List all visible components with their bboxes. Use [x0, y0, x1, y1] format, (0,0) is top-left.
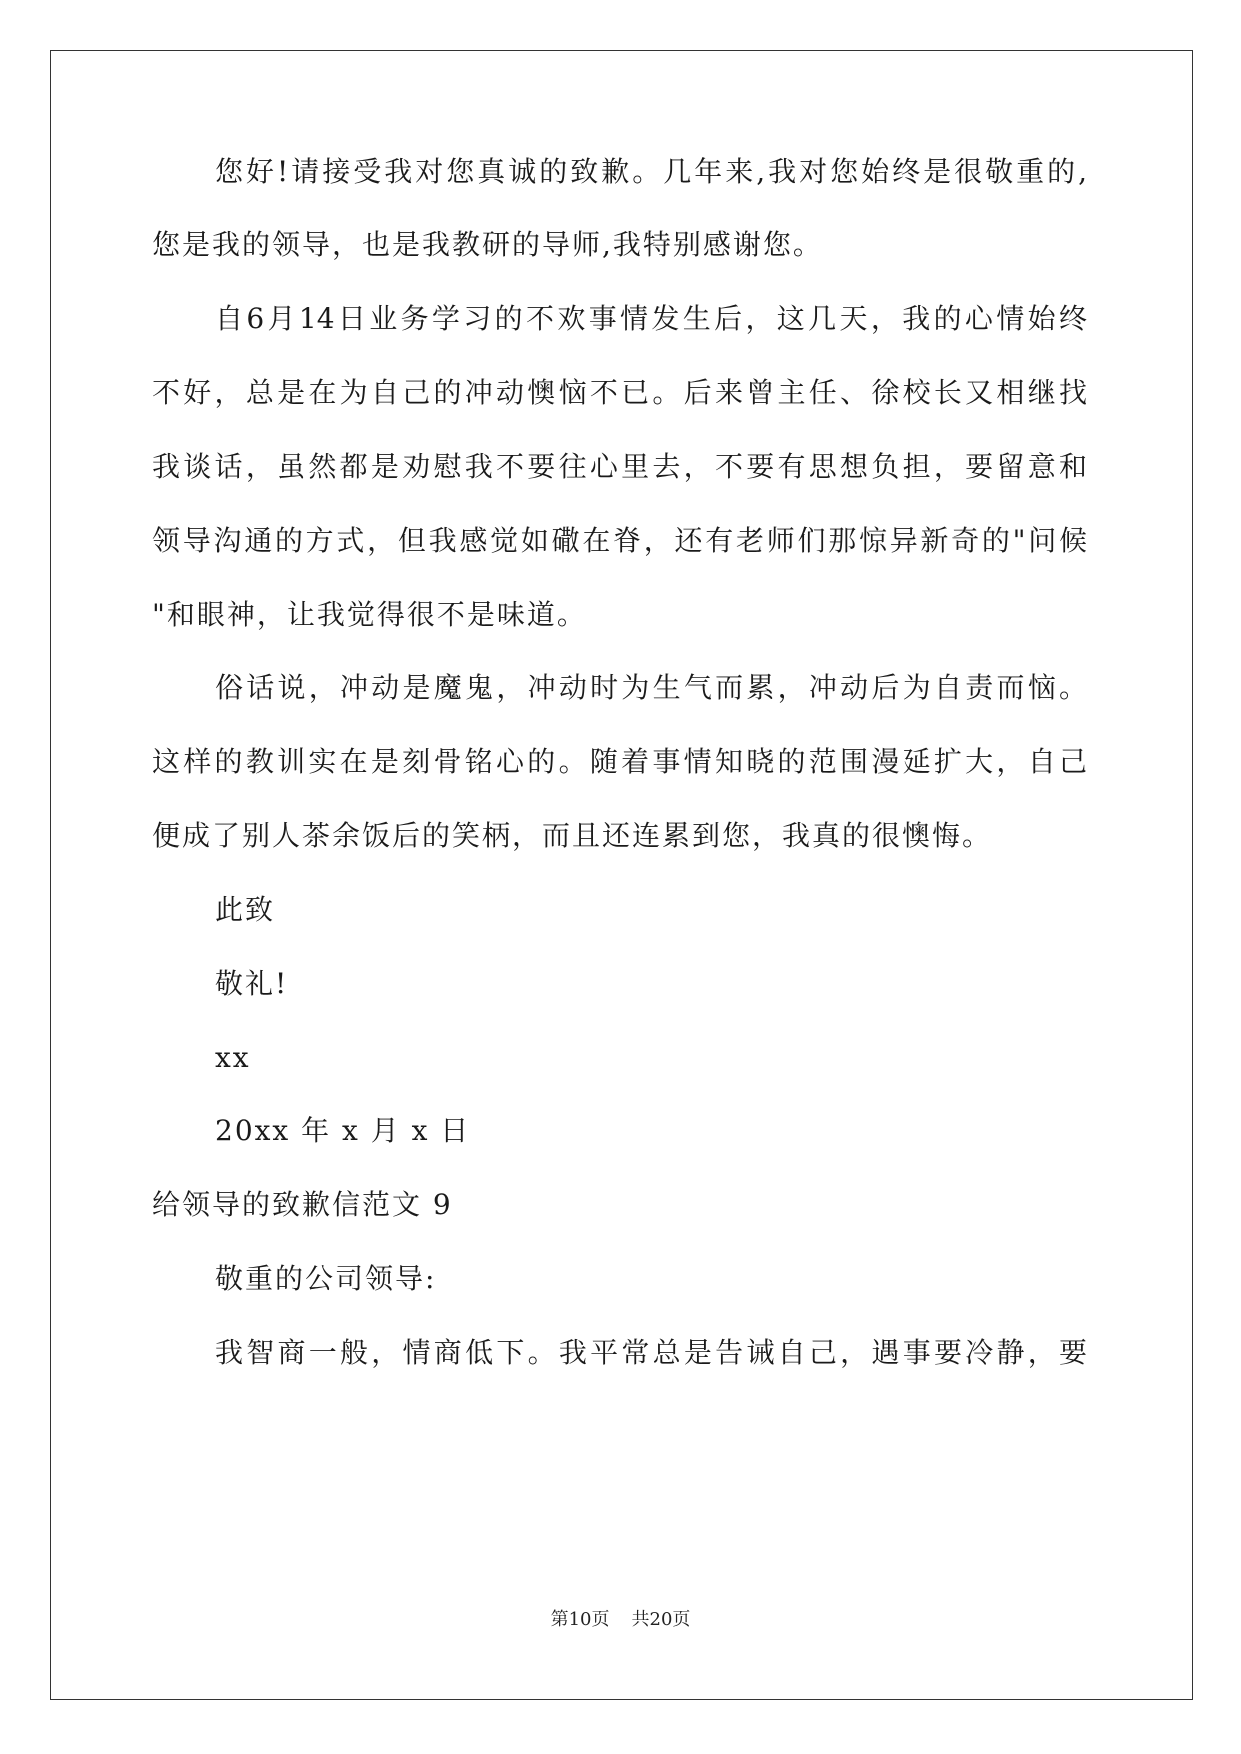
- page-frame: [50, 50, 1193, 1700]
- text-line: "和眼神，让我觉得很不是味道。: [152, 598, 587, 631]
- signature-name: xx: [215, 1041, 251, 1074]
- page-footer: [0, 1608, 1241, 1632]
- salutation: 敬重的公司领导:: [215, 1262, 437, 1295]
- signature-date: 20xx 年 x 月 x 日: [215, 1114, 471, 1147]
- text-line: 便成了别人茶余饭后的笑柄，而且还连累到您，我真的很懊悔。: [152, 819, 993, 852]
- text-line: 俗话说，冲动是魔鬼，冲动时为生气而累，冲动后为自责而恼。: [215, 671, 1087, 704]
- text-line: 领导沟通的方式，但我感觉如䃟在脊，还有老师们那惊异新奇的"问候: [152, 524, 1087, 557]
- text-line: 您好!请接受我对您真诚的致歉。几年来,我对您始终是很敬重的,: [215, 155, 1087, 188]
- text-line: 自6月14日业务学习的不欢事情发生后，这几天，我的心情始终: [215, 302, 1087, 335]
- page-total: 共20页: [631, 1609, 691, 1630]
- page-number: 第10页: [550, 1609, 610, 1630]
- text-line: 不好，总是在为自己的冲动懊恼不已。后来曾主任、徐校长又相继找: [152, 376, 1087, 409]
- text-line: 我谈话，虽然都是劝慰我不要往心里去，不要有思想负担，要留意和: [152, 450, 1087, 483]
- text-line: 我智商一般，情商低下。我平常总是告诫自己，遇事要冷静，要: [215, 1336, 1087, 1369]
- text-line: 这样的教训实在是刻骨铭心的。随着事情知晓的范围漫延扩大，自己: [152, 745, 1087, 778]
- text-line: 您是我的领导，也是我教研的导师,我特别感谢您。: [152, 228, 823, 261]
- closing-line: 此致: [215, 893, 276, 926]
- section-heading: 给领导的致歉信范文 9: [152, 1188, 453, 1221]
- closing-salute: 敬礼!: [215, 967, 289, 1000]
